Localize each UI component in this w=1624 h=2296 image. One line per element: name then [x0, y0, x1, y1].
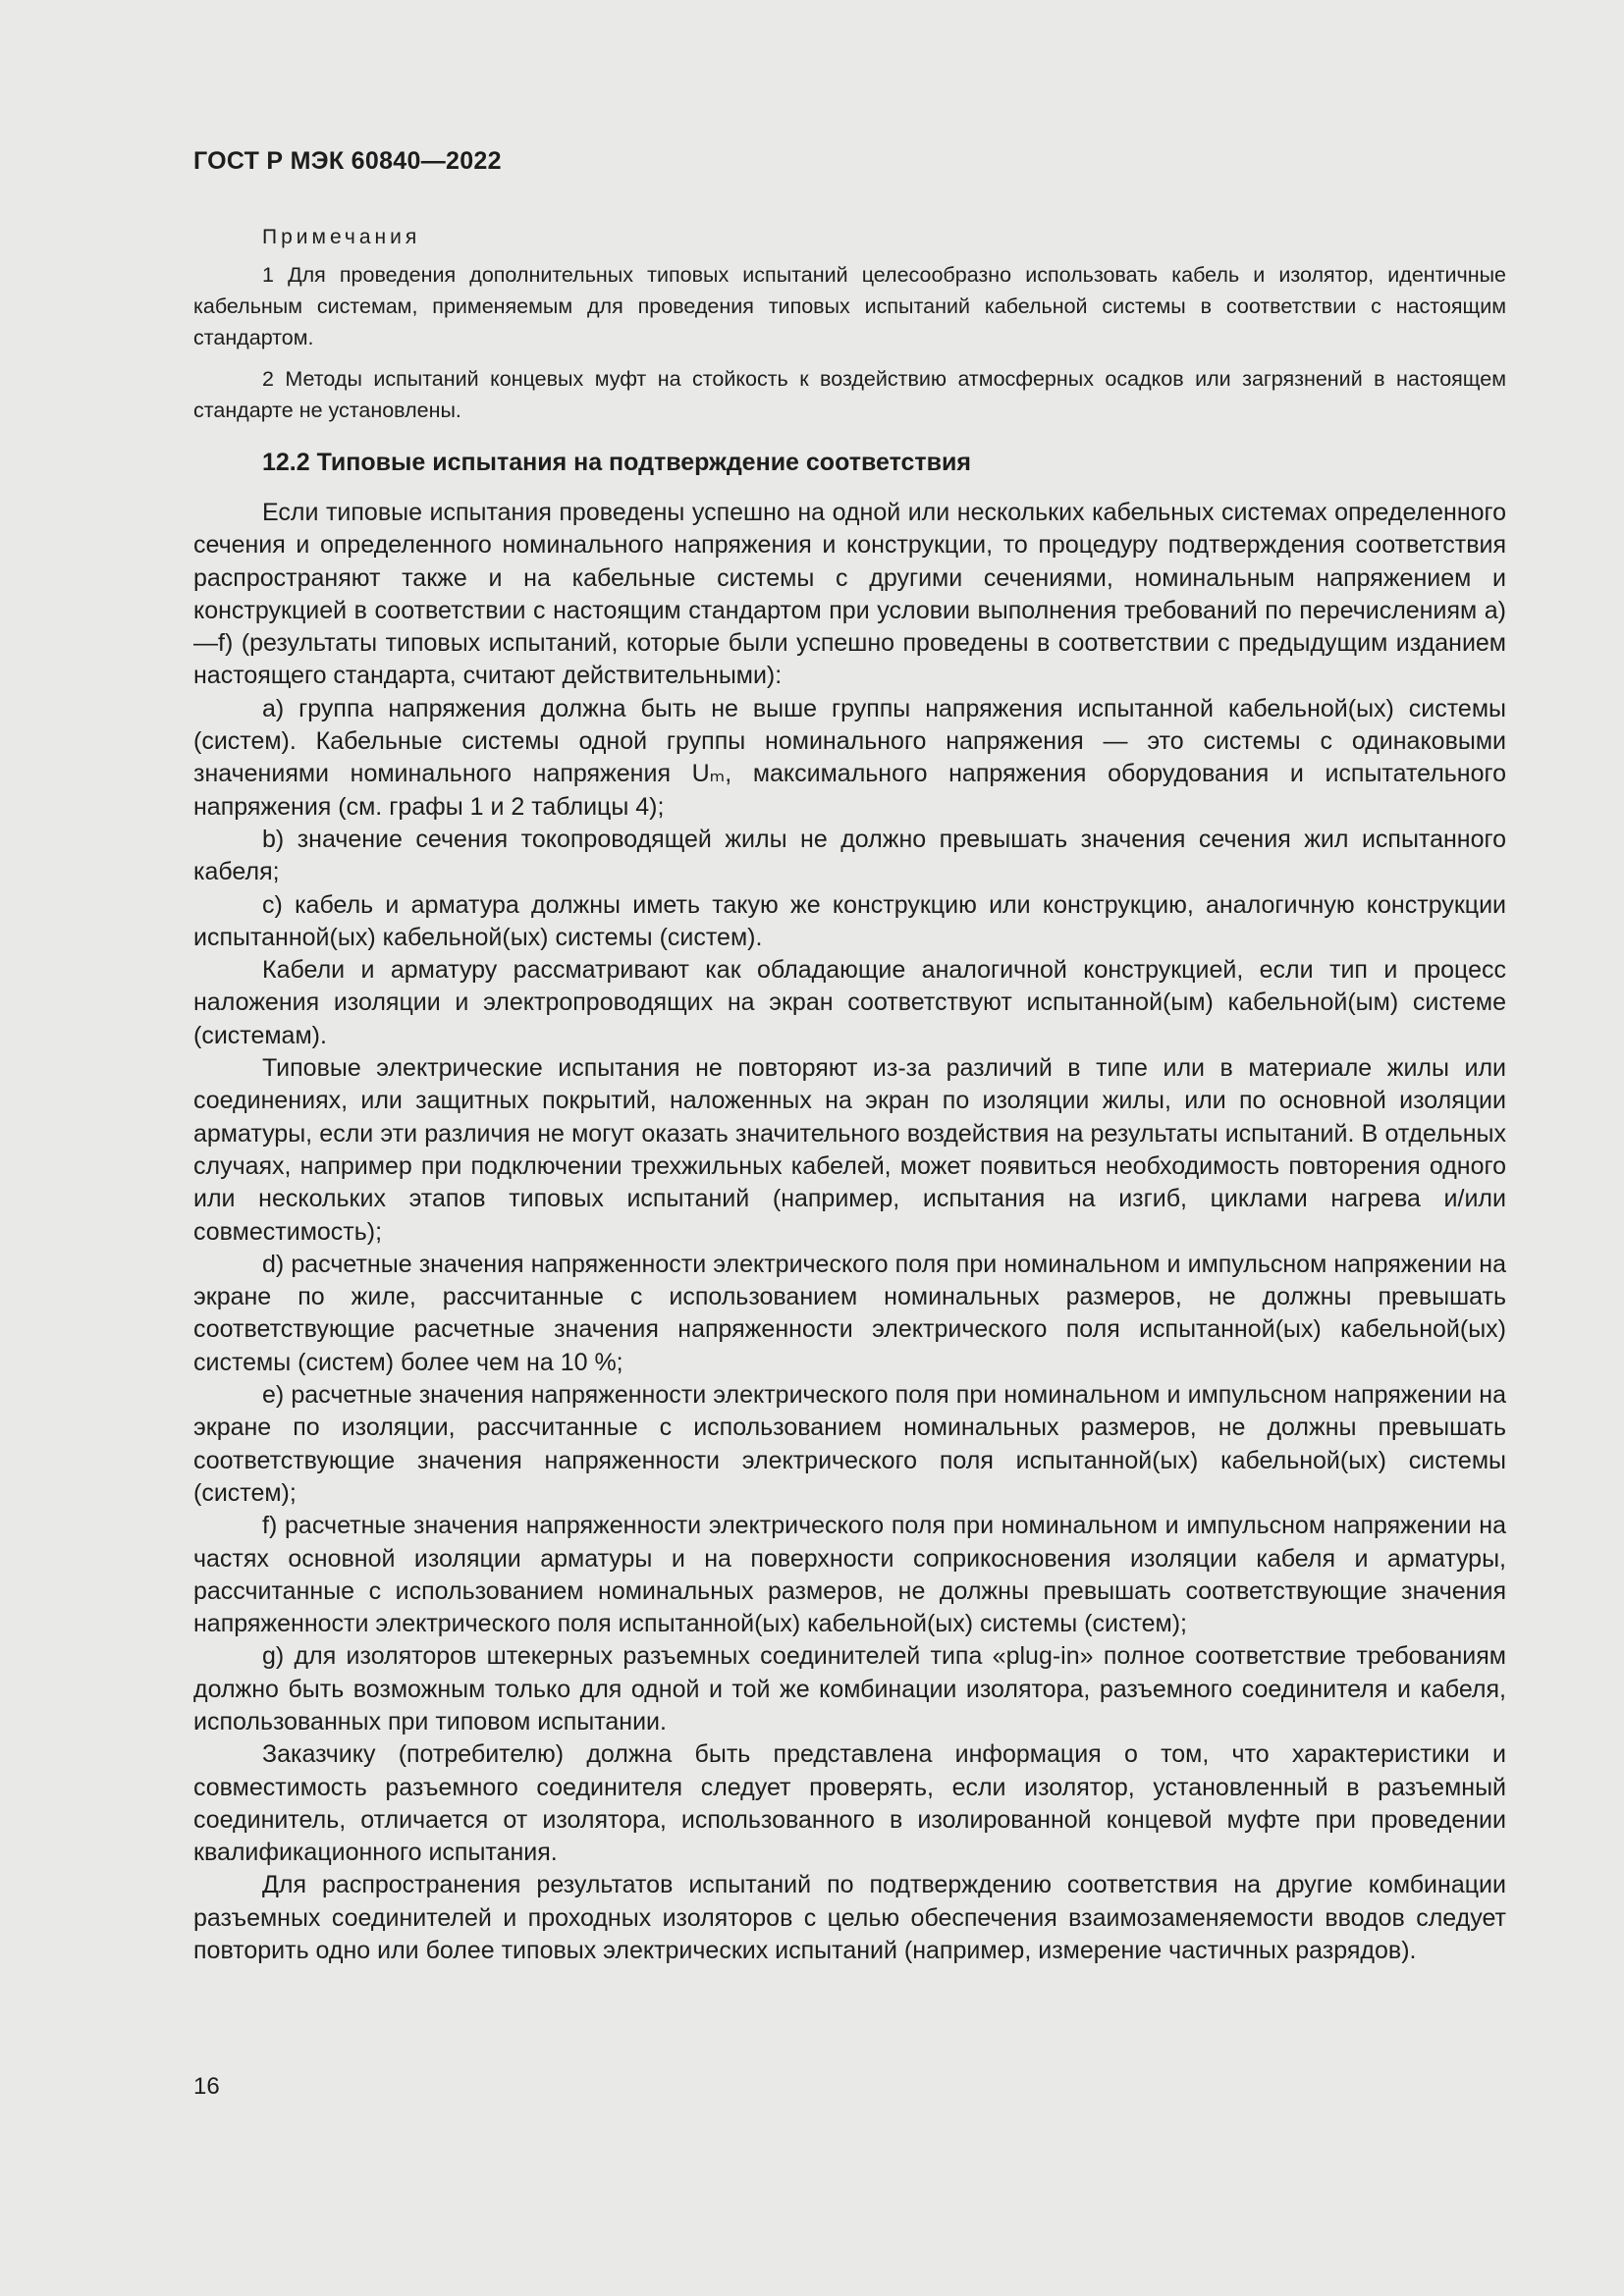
list-item-c: c) кабель и арматура должны иметь такую же конструкцию или конструкцию, аналогичную конструкции испытанной(ых) кабельной(ых) системы (систем). — [193, 890, 1506, 951]
paragraph-extension: Для распространения результатов испытаний по подтверждению соответствия на другие комбинации разъемных соединителей и проходных изоляторов с целью обеспечения взаимозаменяемости вводов следует повторить одно или более типовых электрических испытаний (например, измерение частичных разрядов). — [193, 1871, 1506, 1965]
page-number: 16 — [193, 2073, 220, 2100]
paragraph-electrical-tests: Типовые электрические испытания не повторяют из-за различий в типе или в материале жилы или соединениях, или защитных покрытий, наложенных на экран по изоляции жилы, или по основной изоляции арматуры, если эти различия не могут оказать значительного воздействия на результаты испытаний. В отдельных случаях, например при подключении трехжильных кабелей, может появиться необходимость повторения одного или нескольких этапов типовых испытаний (например, испытания на изгиб, циклами нагрева и/или совместимость); — [193, 1054, 1506, 1246]
list-item-g: g) для изоляторов штекерных разъемных соединителей типа «plug-in» полное соответствие требованиям должно быть возможным только для одной и той же комбинации изолятора, разъемного соединителя и кабеля, использованных при типовом испытании. — [193, 1642, 1506, 1735]
list-item-f: f) расчетные значения напряженности электрического поля при номинальном и импульсном напряжении на частях основной изоляции арматуры и на поверхности соприкосновения изоляции кабеля и арматуры, рассчитанные с использованием номинальных размеров, не должны превышать соответствующие значения напряженности электрического поля испытанной(ых) кабельной(ых) системы (систем); — [193, 1512, 1506, 1638]
list-item-e: e) расчетные значения напряженности электрического поля при номинальном и импульсном напряжении на экране по изоляции, рассчитанные с использованием номинальных размеров, не должны превышать соответствующие значения напряженности электрического поля испытанной(ых) кабельной(ых) системы (систем); — [193, 1381, 1506, 1507]
standard-code-header: ГОСТ Р МЭК 60840—2022 — [193, 147, 502, 175]
paragraph-intro: Если типовые испытания проведены успешно на одной или нескольких кабельных системах определенного сечения и определенного номинального напряжения и конструкции, то процедуру подтверждения соответствия распространяют также и на кабельные системы с другими сечениями, номинальным напряжением и конструкцией в соответствии с настоящим стандартом при условии выполнения требований по перечислениям а)—f) (результаты типовых испытаний, которые были успешно проведены в соответствии с предыдущим изданием настоящего стандарта, считают действительными): — [193, 499, 1506, 690]
note-1: 1 Для проведения дополнительных типовых испытаний целесообразно использовать кабель и изолятор, идентичные кабельным системам, применяемым для проведения типовых испытаний кабельной системы в соответствии с настоящим стандартом. — [193, 263, 1506, 349]
page-content — [193, 222, 1506, 1967]
list-item-a: a) группа напряжения должна быть не выше группы напряжения испытанной кабельной(ых) системы (систем). Кабельные системы одной группы номинального напряжения — это системы с одинаковыми значениями номинального напряжения Uₘ, максимального напряжения оборудования и испытательного напряжения (см. графы 1 и 2 таблицы 4); — [193, 694, 1506, 821]
section-title: 12.2 Типовые испытания на подтверждение соответствия — [262, 449, 971, 476]
list-item-d: d) расчетные значения напряженности электрического поля при номинальном и импульсном напряжении на экране по жиле, рассчитанные с использованием номинальных размеров, не должны превышать соответствующие расчетные значения напряженности электрического поля испытанной(ых) кабельной(ых) системы (систем) более чем на 10 %; — [193, 1250, 1506, 1376]
paragraph-customer-info: Заказчику (потребителю) должна быть представлена информация о том, что характеристики и совместимость разъемного соединителя следует проверять, если изолятор, установленный в разъемный соединитель, отличается от изолятора, использованного в изолированной концевой муфте при проведении квалификационного испытания. — [193, 1740, 1506, 1867]
paragraph-similar-design: Кабели и арматуру рассматривают как обладающие аналогичной конструкцией, если тип и процесс наложения изоляции и электропроводящих на экран соответствуют испытанной(ым) кабельной(ым) системе (системам). — [193, 956, 1506, 1049]
list-item-b: b) значение сечения токопроводящей жилы не должно превышать значения сечения жил испытанного кабеля; — [193, 825, 1506, 886]
note-2: 2 Методы испытаний концевых муфт на стойкость к воздействию атмосферных осадков или загрязнений в настоящем стандарте не установлены. — [193, 367, 1506, 422]
notes-title: Примечания — [262, 226, 421, 248]
